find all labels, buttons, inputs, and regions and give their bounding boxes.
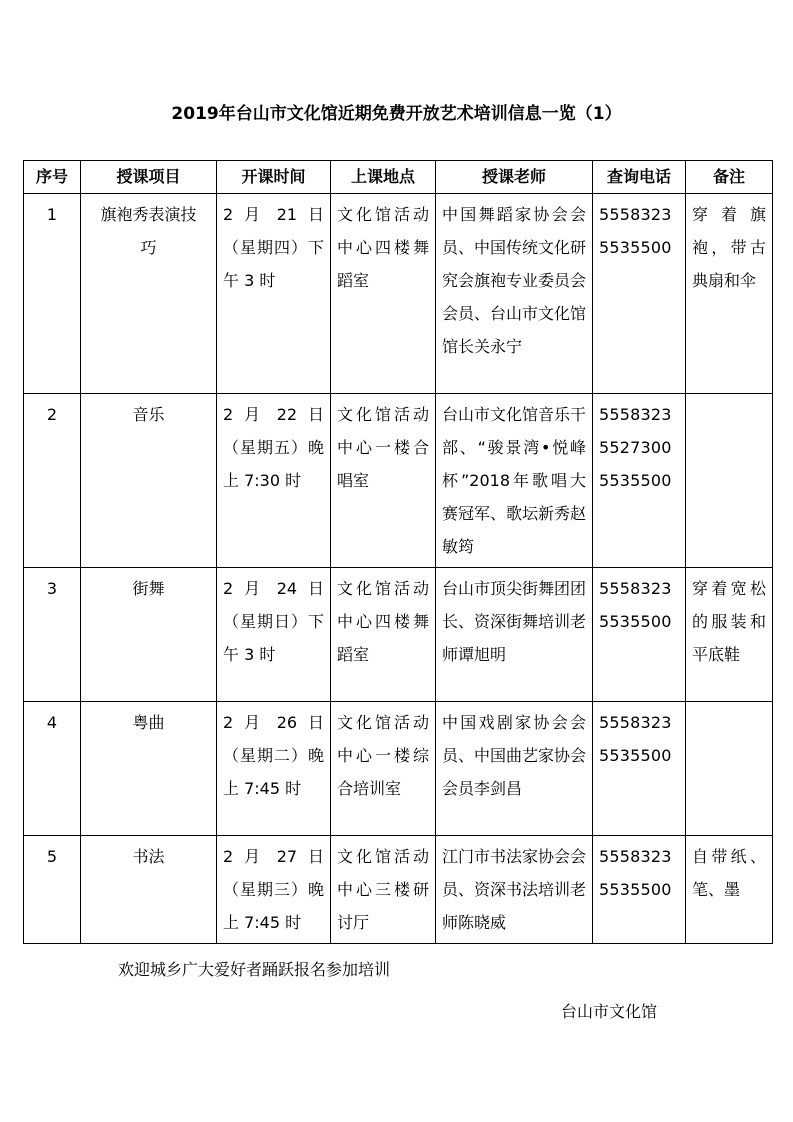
row-note	[686, 394, 773, 568]
table-row	[24, 836, 773, 944]
header-place: 上课地点	[331, 161, 436, 194]
row-course: 粤曲	[81, 702, 217, 836]
row-time: 2 月 24 日（星期日）下午 3 时	[217, 568, 331, 702]
row-teacher: 台山市文化馆音乐干部、“骏景湾•悦峰杯”2018年歌唱大赛冠军、歌坛新秀赵敏筠	[436, 394, 593, 568]
row-place: 文化馆活动中心四楼舞蹈室	[331, 194, 436, 394]
row-teacher: 台山市顶尖街舞团团长、资深街舞培训老师谭旭明	[436, 568, 593, 702]
row-phone: 5558323 5527300 5535500	[593, 394, 686, 568]
row-time: 2 月 27 日（星期三）晚上 7:45 时	[217, 836, 331, 944]
row-no: 1	[24, 194, 81, 394]
row-no: 3	[24, 568, 81, 702]
row-course: 旗袍秀表演技巧	[81, 194, 217, 394]
row-teacher: 中国戏剧家协会会员、中国曲艺家协会会员李剑昌	[436, 702, 593, 836]
table-header-row	[24, 161, 773, 194]
organization-signature: 台山市文化馆	[561, 1002, 658, 1021]
table-row	[24, 568, 773, 702]
row-course: 街舞	[81, 568, 217, 702]
row-phone: 5558323 5535500	[593, 702, 686, 836]
row-note: 自带纸、笔、墨	[686, 836, 773, 944]
training-schedule-table	[23, 160, 773, 944]
row-no: 5	[24, 836, 81, 944]
header-time: 开课时间	[217, 161, 331, 194]
header-teacher: 授课老师	[436, 161, 593, 194]
row-time: 2 月 21 日（星期四）下午 3 时	[217, 194, 331, 394]
header-no: 序号	[24, 161, 81, 194]
row-time: 2 月 22 日（星期五）晚上 7:30 时	[217, 394, 331, 568]
table-row	[24, 194, 773, 394]
row-phone: 5558323 5535500	[593, 194, 686, 394]
row-teacher: 江门市书法家协会会员、资深书法培训老师陈晓威	[436, 836, 593, 944]
row-place: 文化馆活动中心一楼综合培训室	[331, 702, 436, 836]
row-phone: 5558323 5535500	[593, 836, 686, 944]
row-no: 2	[24, 394, 81, 568]
row-phone: 5558323 5535500	[593, 568, 686, 702]
welcome-text: 欢迎城乡广大爱好者踊跃报名参加培训	[118, 960, 391, 979]
row-note: 穿着宽松的服装和平底鞋	[686, 568, 773, 702]
header-course: 授课项目	[81, 161, 217, 194]
row-course: 书法	[81, 836, 217, 944]
row-time: 2 月 26 日（星期二）晚上 7:45 时	[217, 702, 331, 836]
row-course: 音乐	[81, 394, 217, 568]
row-place: 文化馆活动中心四楼舞蹈室	[331, 568, 436, 702]
row-teacher: 中国舞蹈家协会会员、中国传统文化研究会旗袍专业委员会会员、台山市文化馆馆长关永宁	[436, 194, 593, 394]
table-row	[24, 702, 773, 836]
row-place: 文化馆活动中心一楼合唱室	[331, 394, 436, 568]
row-no: 4	[24, 702, 81, 836]
table-row	[24, 394, 773, 568]
page-title: 2019年台山市文化馆近期免费开放艺术培训信息一览（1）	[171, 104, 622, 124]
row-note	[686, 702, 773, 836]
header-phone: 查询电话	[593, 161, 686, 194]
header-note: 备注	[686, 161, 773, 194]
row-place: 文化馆活动中心三楼研讨厅	[331, 836, 436, 944]
row-note: 穿着旗袍，带古典扇和伞	[686, 194, 773, 394]
